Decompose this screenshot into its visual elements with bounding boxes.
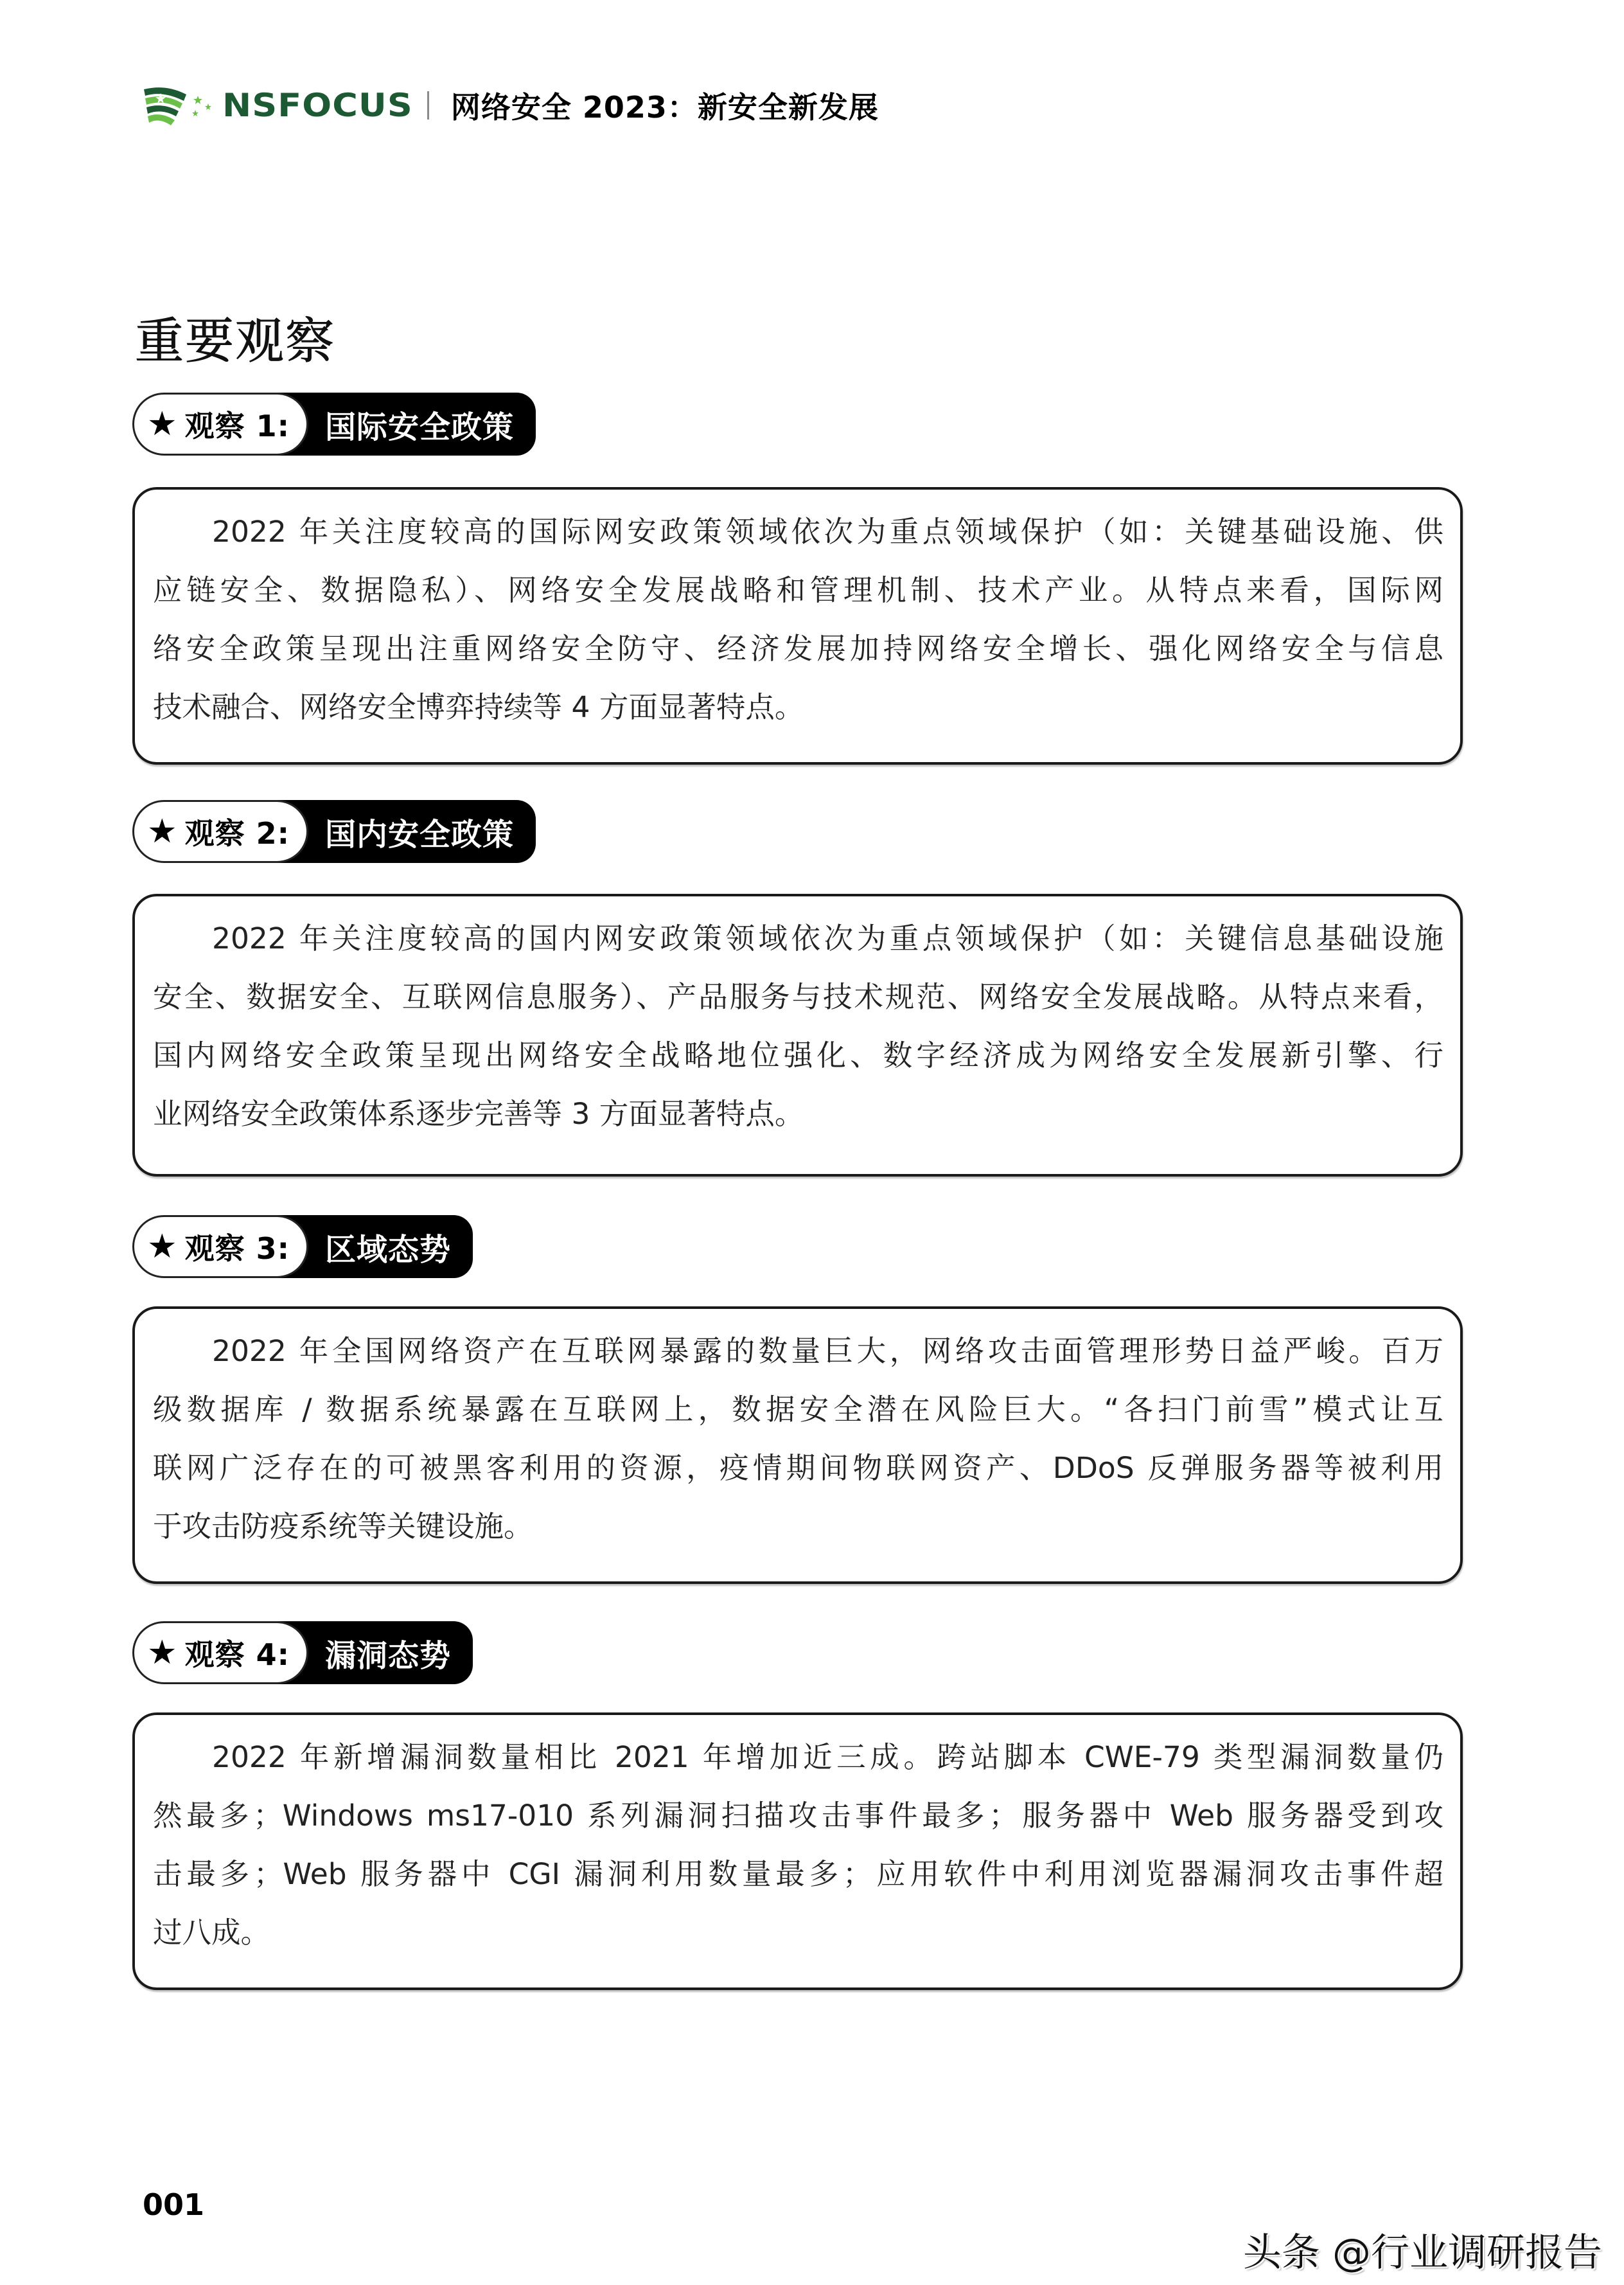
badge-topic: 国内安全政策 (276, 800, 536, 863)
badge-label-pill (132, 1621, 308, 1684)
paragraph-line: 击最多；Web 服务器中 CGI 漏洞利用数量最多；应用软件中利用浏览器漏洞攻击事件超 (153, 1857, 1443, 1891)
badge-topic: 区域态势 (276, 1215, 473, 1278)
star-icon: ★ (147, 1633, 177, 1672)
observation-box-4 (132, 1712, 1463, 1990)
brand-name: NSFOCUS (222, 87, 413, 124)
paragraph-line: 然最多；Windows ms17-010 系列漏洞扫描攻击事件最多；服务器中 Web 服务器受到攻 (153, 1799, 1443, 1833)
paragraph-line: 络安全政策呈现出注重网络安全防守、经济发展加持网络安全增长、强化网络安全与信息 (153, 632, 1443, 666)
badge-label: 观察 4: (184, 1637, 290, 1672)
paragraph-line: 2022 年新增漏洞数量相比 2021 年增加近三成。跨站脚本 CWE-79 类型漏洞数量仍 (212, 1740, 1443, 1774)
page-number: 001 (143, 2187, 205, 2222)
badge-label: 观察 3: (184, 1231, 290, 1266)
observation-badge-2 (132, 800, 536, 863)
paragraph-line: 过八成。 (153, 1916, 270, 1950)
observation-badge-3 (132, 1215, 473, 1278)
paragraph-line: 2022 年关注度较高的国内网安政策领域依次为重点领域保护（如：关键信息基础设施 (212, 921, 1443, 956)
flag-logo-icon (141, 84, 218, 127)
badge-topic: 漏洞态势 (276, 1621, 473, 1684)
badge-topic: 国际安全政策 (276, 393, 536, 456)
paragraph-line: 技术融合、网络安全博弈持续等 4 方面显著特点。 (153, 690, 804, 724)
paragraph-line: 国内网络安全政策呈现出网络安全战略地位强化、数字经济成为网络安全发展新引擎、行 (153, 1038, 1443, 1072)
observation-box-1 (132, 487, 1463, 765)
paragraph-line: 安全、数据安全、互联网信息服务）、产品服务与技术规范、网络安全发展战略。从特点来看， (153, 980, 1443, 1014)
badge-label-pill (132, 800, 308, 863)
paragraph-line: 应链安全、数据隐私）、网络安全发展战略和管理机制、技术产业。从特点来看，国际网 (153, 573, 1443, 607)
star-icon: ★ (147, 405, 177, 443)
page-header (141, 82, 879, 129)
report-title: 网络安全 2023：新安全新发展 (450, 90, 879, 125)
observation-box-3 (132, 1306, 1463, 1584)
watermark: 头条 @行业调研报告 (1242, 2230, 1602, 2275)
header-divider (427, 91, 429, 120)
observation-badge-1 (132, 393, 536, 456)
observation-badge-4 (132, 1621, 473, 1684)
section-title: 重要观察 (135, 312, 335, 369)
observation-box-2 (132, 894, 1463, 1177)
paragraph-line: 业网络安全政策体系逐步完善等 3 方面显著特点。 (153, 1097, 804, 1131)
paragraph-line: 级数据库 / 数据系统暴露在互联网上，数据安全潜在风险巨大。“各扫门前雪”模式让互 (153, 1392, 1443, 1427)
paragraph-line: 于攻击防疫系统等关键设施。 (153, 1509, 533, 1543)
paragraph-line: 2022 年关注度较高的国际网安政策领域依次为重点领域保护（如：关键基础设施、供 (212, 515, 1443, 549)
star-icon: ★ (147, 812, 177, 851)
nsfocus-logo (141, 82, 413, 129)
paragraph-line: 联网广泛存在的可被黑客利用的资源，疫情期间物联网资产、DDoS 反弹服务器等被利用 (153, 1451, 1443, 1485)
badge-label-pill (132, 393, 308, 456)
paragraph-line: 2022 年全国网络资产在互联网暴露的数量巨大，网络攻击面管理形势日益严峻。百万 (212, 1334, 1443, 1368)
badge-label: 观察 1: (184, 409, 290, 443)
badge-label-pill (132, 1215, 308, 1278)
badge-label: 观察 2: (184, 816, 290, 851)
star-icon: ★ (147, 1227, 177, 1266)
